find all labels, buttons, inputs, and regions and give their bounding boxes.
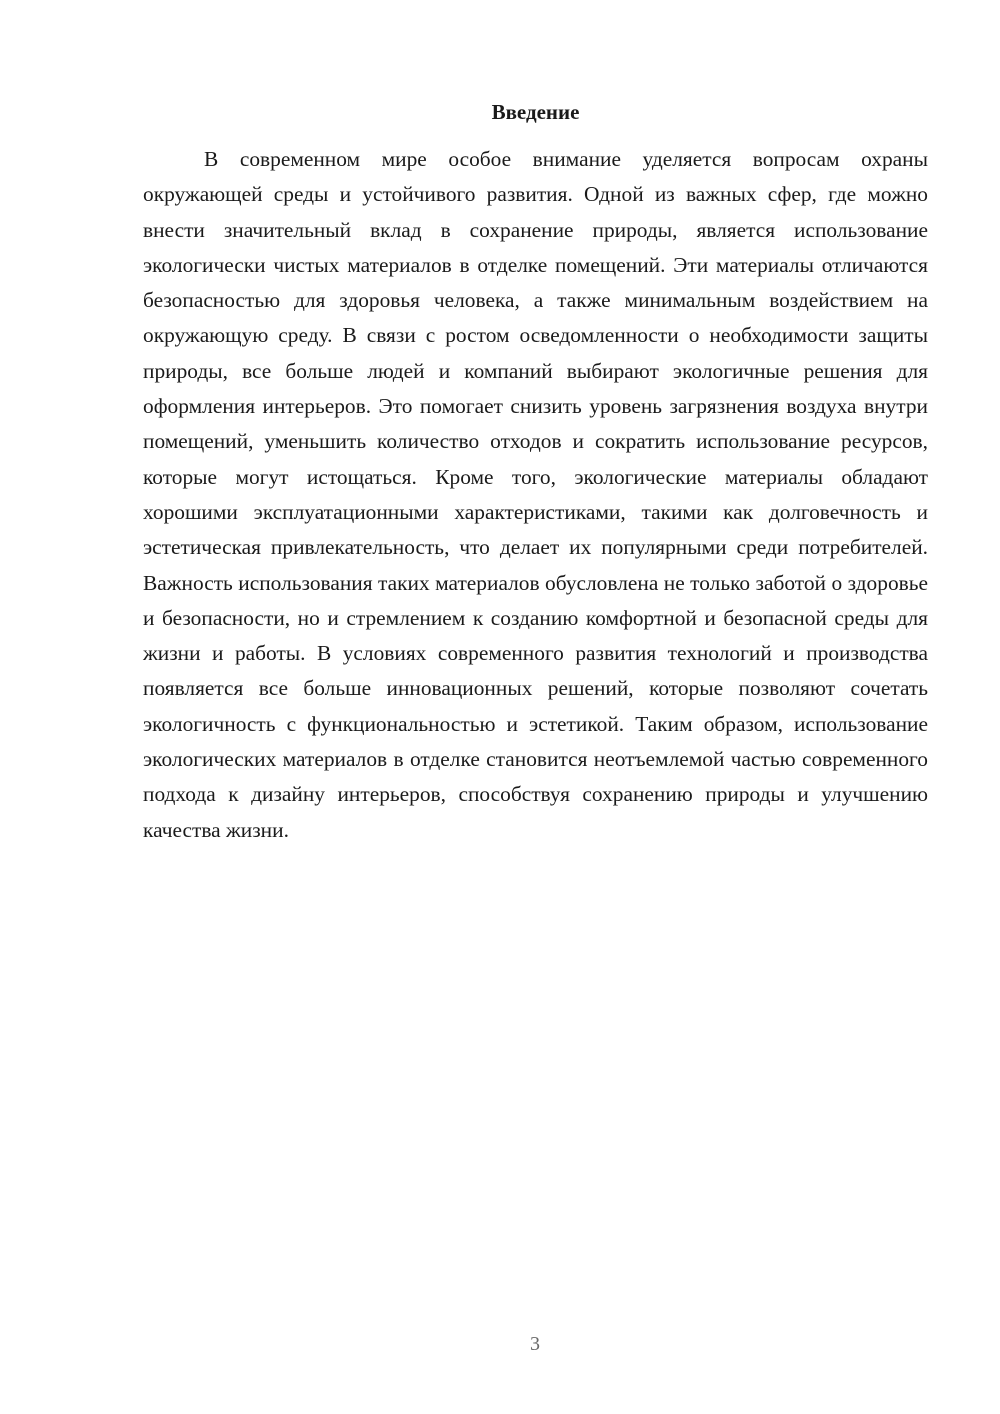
page-number: 3 — [530, 1333, 540, 1355]
body-paragraph: В современном мире особое внимание уделяется вопросам охраны окружающей среды и устойчивого развития. Одной из важных сфер, где можно внести значительный вклад в сохранение природы, является использование экологически чистых материалов в отделке помещений. Эти материалы отличаются безопасностью для здоровья человека, а также минимальным воздействием на окружающую среду. В связи с ростом осведомленности о необходимости защиты природы, все больше людей и компаний выбирают экологичные решения для оформления интерьеров. Это помогает снизить уровень загрязнения воздуха внутри помещений, уменьшить количество отходов и сократить использование ресурсов, которые могут истощаться. Кроме того, экологические материалы обладают хорошими эксплуатационными характеристиками, такими как долговечность и эстетическая привлекательность, что делает их популярными среди потребителей. Важность использования таких материалов обусловлена не только заботой о здоровье и безопасности, но и стремлением к созданию комфортной и безопасной среды для жизни и работы. В условиях современного развития технологий и производства появляется все больше инновационных решений, которые позволяют сочетать экологичность с функциональностью и эстетикой. Таким образом, использование экологических материалов в отделке становится неотъемлемой частью современного подхода к дизайну интерьеров, способствуя сохранению природы и улучшению качества жизни. — [143, 147, 928, 842]
section-heading: Введение — [491, 100, 580, 124]
